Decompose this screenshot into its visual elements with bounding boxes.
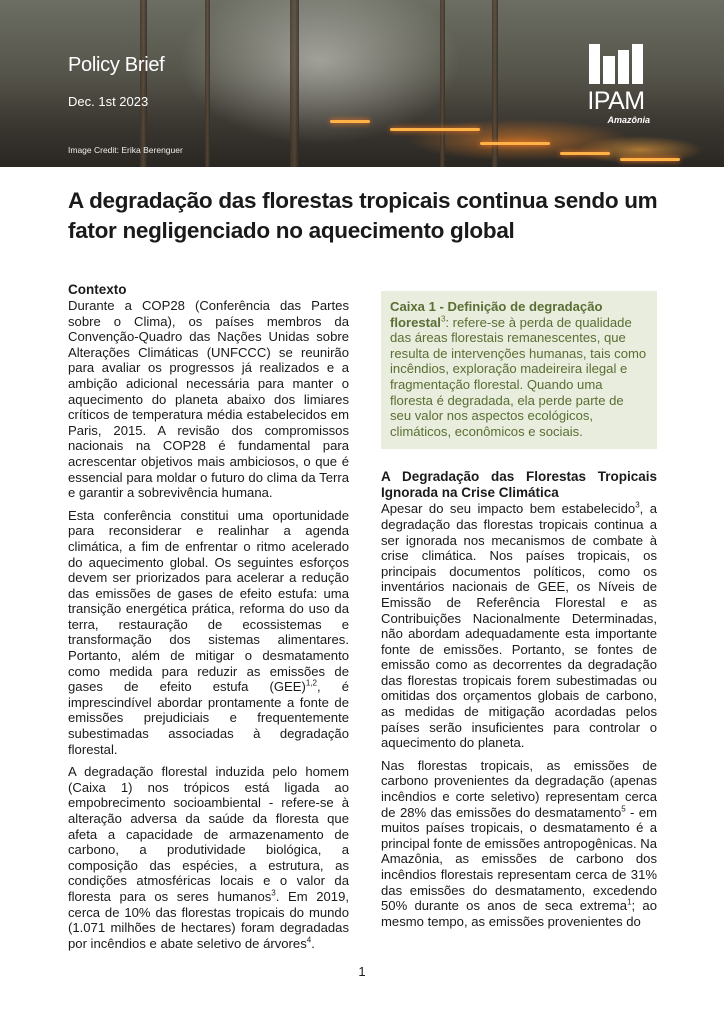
footnote-ref: 1,2 [305,678,317,688]
paragraph-text: Durante a COP28 (Conferência das Partes sobre o Clima), os países membros da Convenção-Quadro das Nações Unidas sobre Alterações Climáticas (UNFCCC) se reunirão para avaliar os progressos já realizados e a ambição adicional necessária para manter o aquecimento do planeta abaixo dos limiares críticos de temperatura média estabelecidos em Paris, 2015. A revisão dos compromissos nacionais na COP28 é fundamental para acrescentar objetivos mais ambiciosos, o que é essencial para moldar o futuro do clima da Terra e garantir a sobrevivência humana. [68,298,349,501]
section-heading-degradacao: A Degradação das Florestas Tropicais Ignorada na Crise Climática [381,469,657,501]
paragraph-text: ; ao mesmo tempo, as emissões provenientes do [381,898,658,929]
footnote-ref: 3 [635,500,640,510]
image-credit: Image Credit: Erika Berenguer [68,145,183,155]
right-paragraphs [381,501,657,929]
footnote-ref: 4 [306,935,312,945]
footnote-ref: 3 [271,888,276,898]
body-paragraph [381,501,657,751]
paragraph-text: , é imprescindível abordar prontamente a fonte de emissões prejudiciais e frequentemente subestimadas associadas à degradação florestal. [68,679,349,757]
header-banner-image [0,0,724,167]
paragraph-text: . [311,935,315,951]
body-paragraph [68,298,349,501]
paragraph-text: Esta conferência constitui uma oportunidade para reconsiderar e realinhar a agenda climática, a fim de enfrentar o ritmo acelerado do aquecimento global. Os seguintes esforços devem ser priorizados para acelerar a redução das emissões de gases de efeito estufa: uma transição energética prática, reforma do uso da terra, restauração de ecossistemas e transformação dos sistemas alimentares. Portanto, além de mitigar o desmatamento como medida para reduzir as emissões de gases de efeito estufa (GEE) [68,507,349,695]
box-text: : refere-se à perda de qualidade das áreas florestais remanescentes, que resulta de intervenções humanas, tais como incêndios, exploração madeireira ilegal e fragmentação florestal. Quando uma floresta é degradada, ela perde parte de seu valor nos aspectos ecológicos, climáticos, econômicos e sociais. [390,314,647,439]
page-number: 1 [358,964,366,979]
paragraph-text: . Em 2019, cerca de 10% das florestas tropicais do mundo (1.071 milhões de hectares) foram degradadas por incêndios e abate seletivo de árvores [68,888,349,951]
box-title: Caixa 1 - Definição de degradação florestal [390,299,603,330]
ipam-logo [578,44,654,125]
left-column [68,282,349,958]
paragraph-text: , a degradação das florestas tropicais continua a ser ignorada nos mecanismos de combate à crise climática. Nos países tropicais, os principais documentos políticos, como os inventários nacionais de GEE, os Níveis de Emissão de Referência Florestal e as Contribuições Nacionalmente Determinadas, não abordam adequadamente esta importante fonte de emissões. Portanto, se fontes de emissão como as decorrentes da degradação das florestas tropicais forem subestimadas ou omitidas dos orçamentos globais de carbono, as medidas de mitigação acordadas pelos países serão insuficientes para controlar o aquecimento do planeta. [381,501,657,751]
footnote-ref: 1 [627,897,632,907]
paragraph-text: A degradação florestal induzida pelo homem (Caixa 1) nos trópicos está ligada ao empobrecimento socioambiental - refere-se à alteração adversa da saúde da floresta que afeta a capacidade de armazenamento de carbono, a produtividade biológica, a composição das espécies, a estrutura, as condições atmosféricas locais e o valor da floresta para os seres humanos [68,764,349,904]
right-column [381,291,657,936]
footnote-ref: 5 [621,804,626,814]
paragraph-text: Nas florestas tropicais, as emissões de carbono provenientes da degradação (apenas incêndios e corte seletivo) representam cerca de 28% das emissões do desmatamento [381,757,657,820]
paragraph-text: Apesar do seu impacto bem estabelecido [381,501,636,517]
body-paragraph [68,508,349,758]
forest-logo-icon [589,44,643,84]
paragraph-text: - em muitos países tropicais, o desmatamento é a principal fonte de emissões antropogênicas. Na Amazônia, as emissões de carbono dos incêndios florestais representam cerca de 31% das emissões do desmatamento, excedendo 50% durante os anos de seca extrema [381,804,657,914]
publication-date: Dec. 1st 2023 [68,94,149,109]
body-paragraph [68,764,349,951]
logo-name: IPAM [587,87,645,115]
footnote-ref: 3 [440,314,446,324]
logo-subtitle: Amazônia [607,115,650,125]
page-title: A degradação das florestas tropicais continua sendo um fator negligenciado no aquecimento global [68,188,658,243]
document-type-label: Policy Brief [68,54,165,76]
section-heading-contexto: Contexto [68,282,127,297]
body-paragraph [381,758,657,930]
definition-box [381,291,657,449]
left-paragraphs [68,298,349,951]
